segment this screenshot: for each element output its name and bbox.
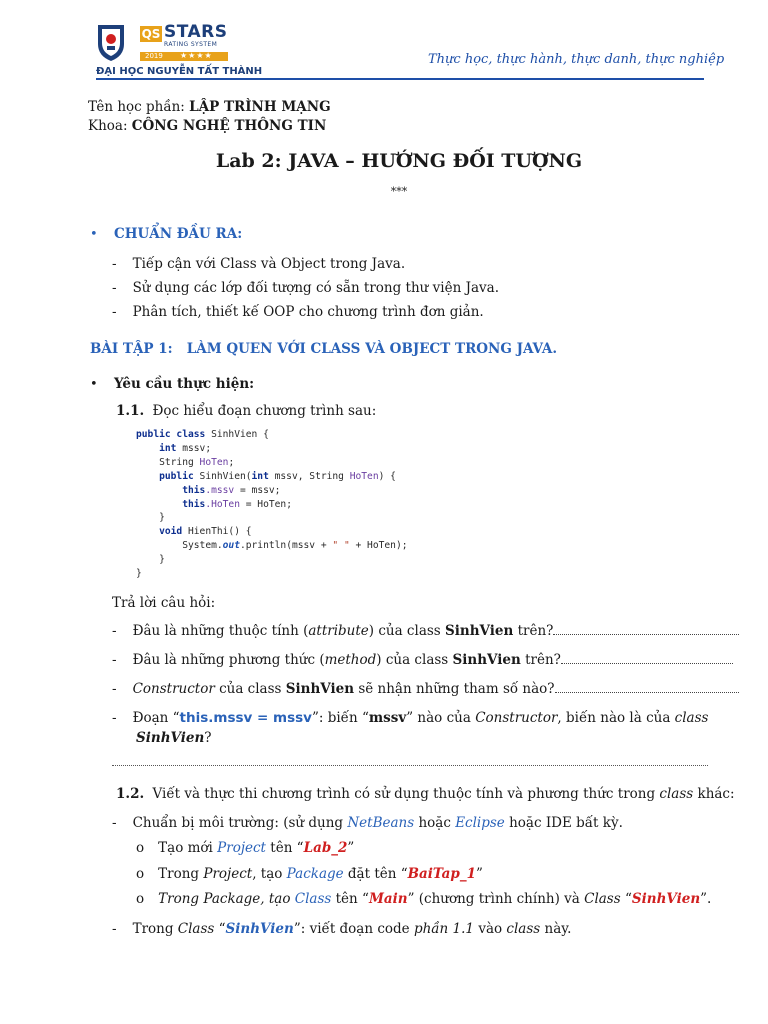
- university-shield-logo: [96, 22, 126, 62]
- answer-blank[interactable]: [553, 633, 739, 635]
- outcomes-heading: [90, 226, 242, 242]
- task-1-2: 1.2. Viết và thực thi chương trình có sử dụng thuộc tính và phương thức trong class khác:: [116, 786, 735, 802]
- stars-wordmark: STARS: [164, 22, 228, 42]
- list-item-text: Sử dụng các lớp đối tượng có sẵn trong thư viện Java.: [132, 280, 500, 296]
- header-divider: [96, 78, 704, 80]
- subject-value: LẬP TRÌNH MẠNG: [189, 99, 331, 115]
- question-3: - Constructor của class SinhVien sẽ nhận những tham số nào?: [112, 681, 710, 697]
- university-name: ĐẠI HỌC NGUYỄN TẤT THÀNH: [96, 66, 263, 77]
- task-number: 1.2.: [116, 786, 145, 802]
- question-4-cont: SinhVien?: [136, 730, 212, 746]
- answer-dotted-line[interactable]: [112, 765, 708, 766]
- question-1: - Đâu là những thuộc tính (attribute) của class SinhVien trên?: [112, 623, 710, 639]
- requirement-text: Yêu cầu thực hiện:: [113, 376, 255, 392]
- task-number: 1.1.: [116, 403, 145, 419]
- answer-blank[interactable]: [561, 662, 733, 664]
- outcomes-heading-text: CHUẨN ĐẦU RA:: [113, 226, 243, 242]
- list-item: - Sử dụng các lớp đối tượng có sẵn trong thư viện Java.: [112, 280, 500, 296]
- list-item-text: Phân tích, thiết kế OOP cho chương trình đơn giản.: [132, 304, 484, 320]
- question-2: - Đâu là những phương thức (method) của class SinhVien trên?: [112, 652, 710, 668]
- bullet-icon: •: [90, 377, 98, 392]
- sub-step-1: o Tạo mới Project tên “Lab_2”: [136, 840, 355, 856]
- list-item-text: Tiếp cận với Class và Object trong Java.: [132, 256, 406, 272]
- answer-label: Trả lời câu hỏi:: [112, 595, 216, 611]
- last-item: - Trong Class “SinhVien”: viết đoạn code phần 1.1 vào class này.: [112, 921, 572, 937]
- task-text: Đọc hiểu đoạn chương trình sau:: [152, 403, 377, 419]
- course-faculty-line: [88, 118, 326, 134]
- task-1-1: [116, 403, 376, 419]
- list-item: - Phân tích, thiết kế OOP cho chương trình đơn giản.: [112, 304, 484, 320]
- list-item: - Tiếp cận với Class và Object trong Java.: [112, 256, 406, 272]
- faculty-label: Khoa:: [88, 118, 132, 134]
- rating-year: 2019: [145, 52, 163, 60]
- rating-system-label: RATING SYSTEM: [164, 41, 218, 48]
- env-item: - Chuẩn bị môi trường: (sử dụng NetBeans hoặc Eclipse hoặc IDE bất kỳ.: [112, 815, 623, 831]
- code-block: public class SinhVien { int mssv; String HoTen; public SinhVien(int mssv, String HoTen) { this.mssv = mssv; this.HoTen = HoTen; } void HienThi() { System.out.println(mssv + " " + HoTen); } }: [136, 429, 408, 580]
- subject-label: Tên học phần:: [88, 99, 190, 115]
- answer-blank[interactable]: [555, 691, 739, 693]
- circle-bullet-icon: o: [136, 866, 145, 882]
- question-4: - Đoạn “this.mssv = mssv”: biến “mssv” nào của Constructor, biến nào là của class: [112, 710, 709, 726]
- requirement-heading: [90, 376, 254, 392]
- sub-step-2: o Trong Project, tạo Package đặt tên “BaiTap_1”: [136, 866, 483, 882]
- title-separator: ***: [390, 185, 408, 198]
- page-title: Lab 2: JAVA – HƯỚNG ĐỐI TƯỢNG: [215, 150, 583, 172]
- star-icon: ★★★★: [180, 51, 213, 60]
- qs-badge: QS: [141, 27, 161, 41]
- circle-bullet-icon: o: [136, 891, 145, 907]
- exercise1-heading: BÀI TẬP 1: LÀM QUEN VỚI CLASS VÀ OBJECT TRONG JAVA.: [90, 341, 558, 357]
- sub-step-3: o Trong Package, tạo Class tên “Main” (chương trình chính) và Class “SinhVien”.: [136, 891, 712, 907]
- course-subject-line: [88, 99, 331, 115]
- slogan: Thực học, thực hành, thực danh, thực nghiệp: [428, 52, 725, 67]
- faculty-value: CÔNG NGHỆ THÔNG TIN: [131, 118, 327, 134]
- bullet-icon: •: [90, 227, 98, 242]
- circle-bullet-icon: o: [136, 840, 145, 856]
